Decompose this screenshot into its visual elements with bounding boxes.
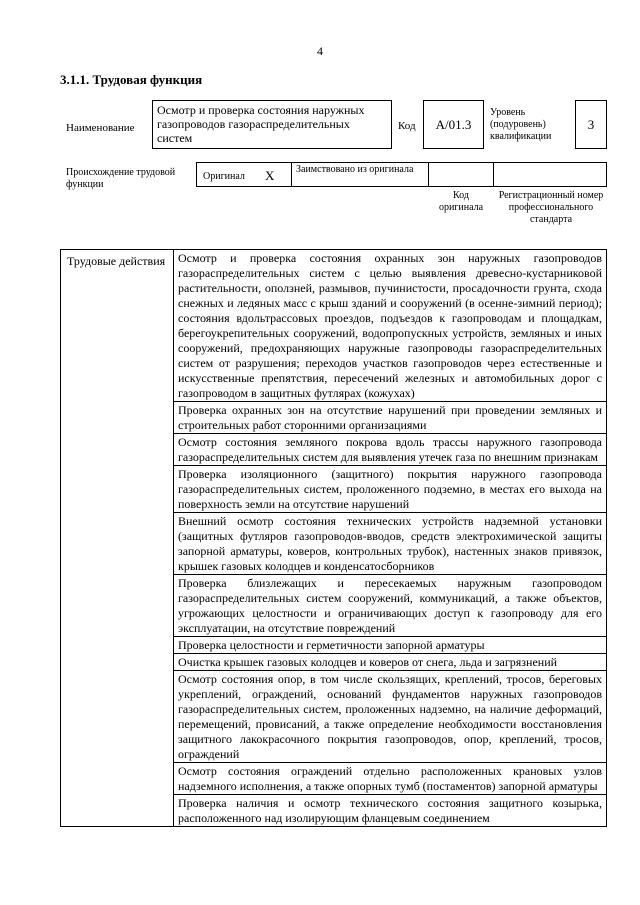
action-item: Внешний осмотр состояния технических устройств надземной установки (защитных футляров газопроводов-вводов, средств электрохимической защиты запорной арматуры, коверов, контрольных трубок), настенных знаков привязок, крышек газовых колодцев и конденсатосборников [174,513,607,575]
reg-number-label: Регистрационный номер профессионального стандарта [498,190,604,225]
origin-label: Происхождение трудовой функции [66,167,176,190]
action-item: Осмотр состояния ограждений отдельно расположенных крановых узлов надземного исполнения, а также опорных тумб (постаментов) запорной арматуры [174,763,607,795]
action-item: Очистка крышек газовых колодцев и коверов от снега, льда и загрязнений [174,654,607,671]
original-label: Оригинал [203,171,245,182]
original-cell [196,162,292,187]
reg-number-cell [493,162,607,187]
section-title: 3.1.1. Трудовая функция [60,72,203,87]
action-item: Проверка целостности и герметичности запорной арматуры [174,637,607,654]
page-number: 4 [317,44,323,58]
original-mark: X [265,168,275,183]
code-label: Код [398,120,416,132]
action-item: Осмотр и проверка состояния охранных зон наружных газопроводов газораспределительных систем с целью выявления древесно-кустарниковой растительности, оползней, размывов, пучинистости, просадочности грунта, схода снежных и ледяных масс с крыш зданий и сооружений (в осенне-зимний период); состояния вдольтрассовых проездов, подъездов к газопроводам и площадкам, берегоукрепительных сооружений, водопропускных устройств, земляных и иных сооружений, предохраняющих наружные газопроводы газораспределительных систем от разрушения; переходов участков газопроводов через естественные и искусственные препятствия, пересечений железных и автомобильных дорог с газопроводом в защитных футлярах (кожухах) [174,250,607,402]
code-original-label: Код оригинала [438,190,484,213]
action-item: Проверка близлежащих и пересекаемых наружным газопроводом газораспределительных систем сооружений, коммуникаций, а также объектов, угрожающих целостности и ограничивающих доступ к газопроводу для его эксплуатации, на отсутствие повреждений [174,575,607,637]
qualification-level: 3 [575,100,607,149]
level-label: Уровень (подуровень) квалификации [490,107,552,142]
borrowed-cell: Заимствовано из оригинала [291,162,429,187]
action-item: Осмотр состояния опор, в том числе скользящих, креплений, тросов, береговых укреплений, ограждений, оснований фундаментов наружных газопроводов газораспределительных систем, проложенных надземно, на наличие деформаций, перемещений, провисаний, а также определение необходимости восстановления защитного лакокрасочного покрытия газопроводов, опор, креплений, тросов, ограждений [174,671,607,763]
action-item: Проверка охранных зон на отсутствие нарушений при проведении земляных и строительных работ сторонними организациями [174,402,607,434]
function-name: Осмотр и проверка состояния наружных газопроводов газораспределительных систем [152,100,392,149]
table-row [61,250,607,402]
labor-actions-table [60,249,607,827]
action-item: Осмотр состояния земляного покрова вдоль трассы наружного газопровода газораспределительных систем для выявления утечек газа по внешним признакам [174,434,607,466]
action-item: Проверка изоляционного (защитного) покрытия наружного газопровода газораспределительных систем, проложенного подземно, в местах его выхода на поверхность земли на отсутствие нарушений [174,466,607,513]
action-item: Проверка наличия и осмотр технического состояния защитного козырька, расположенного над изолирующим фланцевым соединением [174,795,607,827]
code-original-cell [428,162,494,187]
function-code: A/01.3 [423,100,484,149]
actions-label: Трудовые действия [61,250,174,827]
name-label: Наименование [66,122,135,134]
